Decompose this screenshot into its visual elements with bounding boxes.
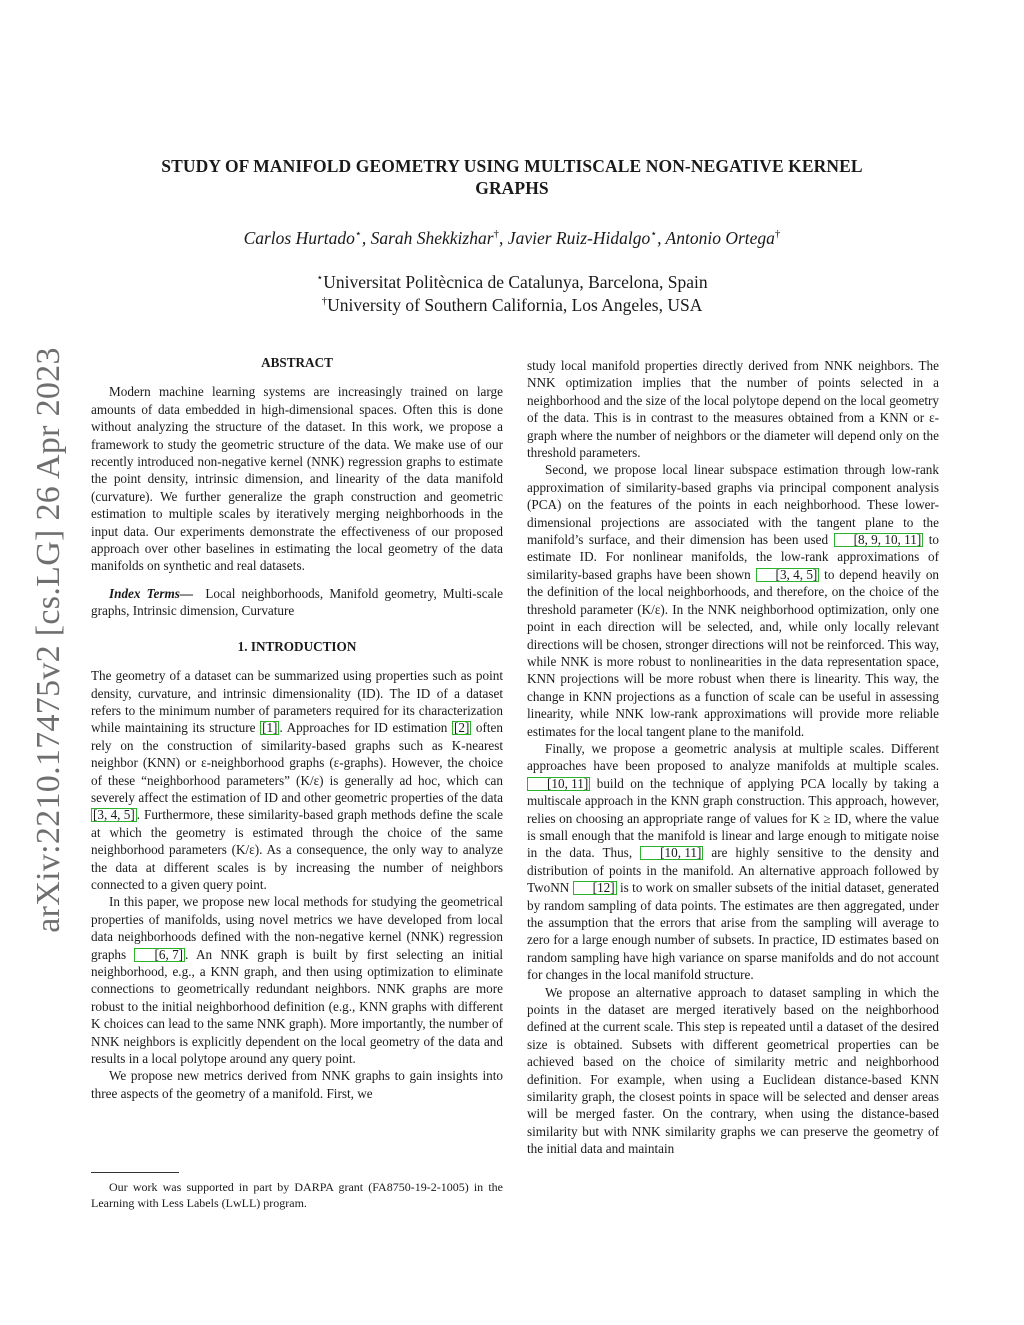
citation-link[interactable]: [3, 4, 5] <box>93 807 135 823</box>
arxiv-id: arXiv:2210.17475v2 [cs.LG] 26 Apr 2023 <box>30 347 67 933</box>
citation-link[interactable]: [8, 9, 10, 11] <box>834 533 924 547</box>
index-terms <box>91 585 503 620</box>
left-column <box>91 354 503 1102</box>
affiliation-2 <box>100 289 924 317</box>
paper-title <box>100 155 924 199</box>
intro-heading: 1. INTRODUCTION <box>237 638 357 654</box>
author-3-mark: ⋆ <box>650 228 658 240</box>
citation-link[interactable]: [6, 7] <box>134 948 185 962</box>
citation-link[interactable]: [10, 11] <box>640 846 703 860</box>
citation-link[interactable]: [12] <box>573 881 617 895</box>
footnote-rule <box>91 1172 179 1173</box>
author-2-mark: † <box>493 228 500 240</box>
intro-paragraph-3: We propose new metrics derived from NNK graphs to gain insights into three aspects of the geometry of a manifold. First, we <box>91 1068 503 1101</box>
abstract-heading: ABSTRACT <box>261 355 333 370</box>
right-column <box>527 357 939 1158</box>
author-4: Antonio Ortega <box>665 227 775 248</box>
author-1: Carlos Hurtado <box>243 227 355 248</box>
arxiv-identifier-stamp <box>18 320 80 960</box>
intro-paragraph-5: Finally, we propose a geometric analysis at multiple scales. Different approaches have been proposed to analyze manifolds at multiple scales. [10, 11] build on the technique of applying PCA locally by taking a multiscale approach in the KNN graph construction. This approach, however, relies on choosing an appropriate range of values for K ≥ ID, where the value is small enough that the manifold is linear and large enough to mitigate noise in the data. Thus, [10, 11] are highly sensitive to the density and distribution of points in the manifold. An alternative approach followed by TwoNN [12] is to work on smaller subsets of the initial dataset, generated by random sampling of data points. The estimates are then aggregated, under the assumption that the errors that arise from the sampling will average to zero for a large enough number of subsets. In practice, ID estimates based on random sampling have high variance on sparse manifolds and do not account for changes in the local manifold structure. <box>527 740 939 983</box>
citation-link[interactable]: [3, 4, 5] <box>756 568 820 582</box>
affiliation-1-text: Universitat Politècnica de Catalunya, Barcelona, Spain <box>323 271 708 292</box>
title-line-1: STUDY OF MANIFOLD GEOMETRY USING MULTISCALE NON-NEGATIVE KERNEL <box>161 156 863 176</box>
author-1-mark: ⋆ <box>354 228 362 240</box>
author-4-mark: † <box>774 228 781 240</box>
author-2: Sarah Shekkizhar <box>370 227 494 248</box>
index-terms-label: Index Terms— <box>109 585 194 601</box>
citation-link[interactable]: [2] <box>453 720 470 736</box>
intro-paragraph-6: We propose an alternative approach to dataset sampling in which the points in the dataset are merged iteratively based on the neighborhood defined at the current scale. This step is repeated until a dataset of the desired size is obtained. Subsets with different geometrical properties can be achieved based on the choice of similarity metric and neighborhood definition. For example, when using a Euclidean distance-based KNN similarity graph, the closest points in space will be selected and denser areas will be merged faster. On the contrary, when using the distance-based similarity but with NNK similarity graphs we can preserve the geometry of the initial data and maintain <box>527 984 939 1157</box>
intro-paragraph-3-continued: study local manifold properties directly derived from NNK neighbors. The NNK optimization implies that the number of points selected in a neighborhood and the size of the local polytope depend on the local geometry of the data. This is in contrast to the measures obtained from a KNN or ε-graph where the number of neighbors or the diameter will depend only on the threshold parameters. <box>527 358 939 461</box>
intro-paragraph-4: Second, we propose local linear subspace estimation through low-rank approximation of similarity-based graphs via principal component analysis (PCA) on the features of the points in each neighborhood. These lower-dimensional projections are associated with the tangent plane to the manifold’s surface, and their dimension has been used [8, 9, 10, 11] to estimate ID. For nonlinear manifolds, the low-rank approximations of similarity-based graphs have been shown [3, 4, 5] to depend heavily on the definition of the local neighborhoods, and therefore, on the choice of the threshold parameter (K/ε). In the NNK neighborhood optimization, only one point in each direction will be selected, and, while only locally relevant directions will be chosen, stronger directions will not be reinforced. This way, while NNK is more robust to nonlinearities in the data representation space, KNN projections will be more robust when there is linearity. This way, the change in KNN projections as a function of scale can be useful in assessing linearity, while NNK low-rank approximations will provide more reliable estimates for the local tangent plane to the manifold. <box>527 462 940 739</box>
index-terms-text: Local neighborhoods, Manifold geometry, Multi-scale graphs, Intrinsic dimension, Curvature <box>91 585 503 619</box>
author-3: Javier Ruiz-Hidalgo <box>507 227 651 248</box>
footnote <box>91 1172 503 1211</box>
abstract-body: Modern machine learning systems are increasingly trained on large amounts of data embedded in high-dimensional spaces. Often this is done without analyzing the structure of the dataset. In this work, we propose a framework to study the geometric structure of the data. We make use of our recently introduced non-negative kernel (NNK) regression graphs to estimate the point density, intrinsic dimension, and linearity of the data manifold (curvature). We further generalize the graph construction and geometric estimation to multiple scales by iteratively merging neighborhoods in the input data. Our experiments demonstrate the effectiveness of our proposed approach over other baselines in estimating the local geometry of the data manifolds on synthetic and real datasets. <box>91 384 503 574</box>
intro-paragraph-2: In this paper, we propose new local methods for studying the geometrical properties of manifolds, using novel metrics we have developed from local data neighborhoods defined with the non-negative kernel (NNK) regression graphs [6, 7] . An NNK graph is built by first selecting an initial neighborhood, e.g., a KNN graph, and then using optimization to eliminate connections to geometrically redundant neighbors. NNK graphs are more robust to the initial neighborhood definition (e.g., KNN graphs with different K choices can lead to the same NNK graph). More importantly, the number of NNK neighbors is explicitly dependent on the local geometry of the data and results in a local polytope around any query point. <box>91 894 503 1067</box>
affiliation-2-mark: † <box>321 295 328 307</box>
footnote-text: Our work was supported in part by DARPA grant (FA8750-19-2-1005) in the Learning with Less Labels (LwLL) program. <box>91 1180 503 1210</box>
title-line-2: GRAPHS <box>475 178 549 198</box>
citation-link[interactable]: [1] <box>262 720 278 736</box>
affiliation-2-text: University of Southern California, Los Angeles, USA <box>327 294 703 315</box>
affiliation-1-mark: ⋆ <box>316 272 324 284</box>
intro-paragraph-1: The geometry of a dataset can be summarized using properties such as point density, curvature, and intrinsic dimensionality (ID). The ID of a dataset refers to the minimum number of parameters required for its characterization while maintaining its structure [1] . Approaches for ID estimation [2] often rely on the construction of similarity-based graphs such as K-nearest neighbor (KNN) or ε-neighborhood graphs (ε-graphs). However, the choice of these “neighborhood parameters” (K/ε) is generally ad hoc, which can severely affect the estimation of ID and other geometric properties of the data [3, 4, 5] . Furthermore, these similarity-based graph methods define the scale at which the geometry is estimated through the choice of the same neighborhood parameters (K/ε). As a consequence, the only way to analyze the data at different scales is by increasing the number of neighbors connected to a given query point. <box>91 668 503 892</box>
author-list: Carlos Hurtado⋆, Sarah Shekkizhar†, Javier Ruiz-Hidalgo⋆, Antonio Ortega† <box>243 227 781 248</box>
citation-link[interactable]: [10, 11] <box>527 777 590 791</box>
